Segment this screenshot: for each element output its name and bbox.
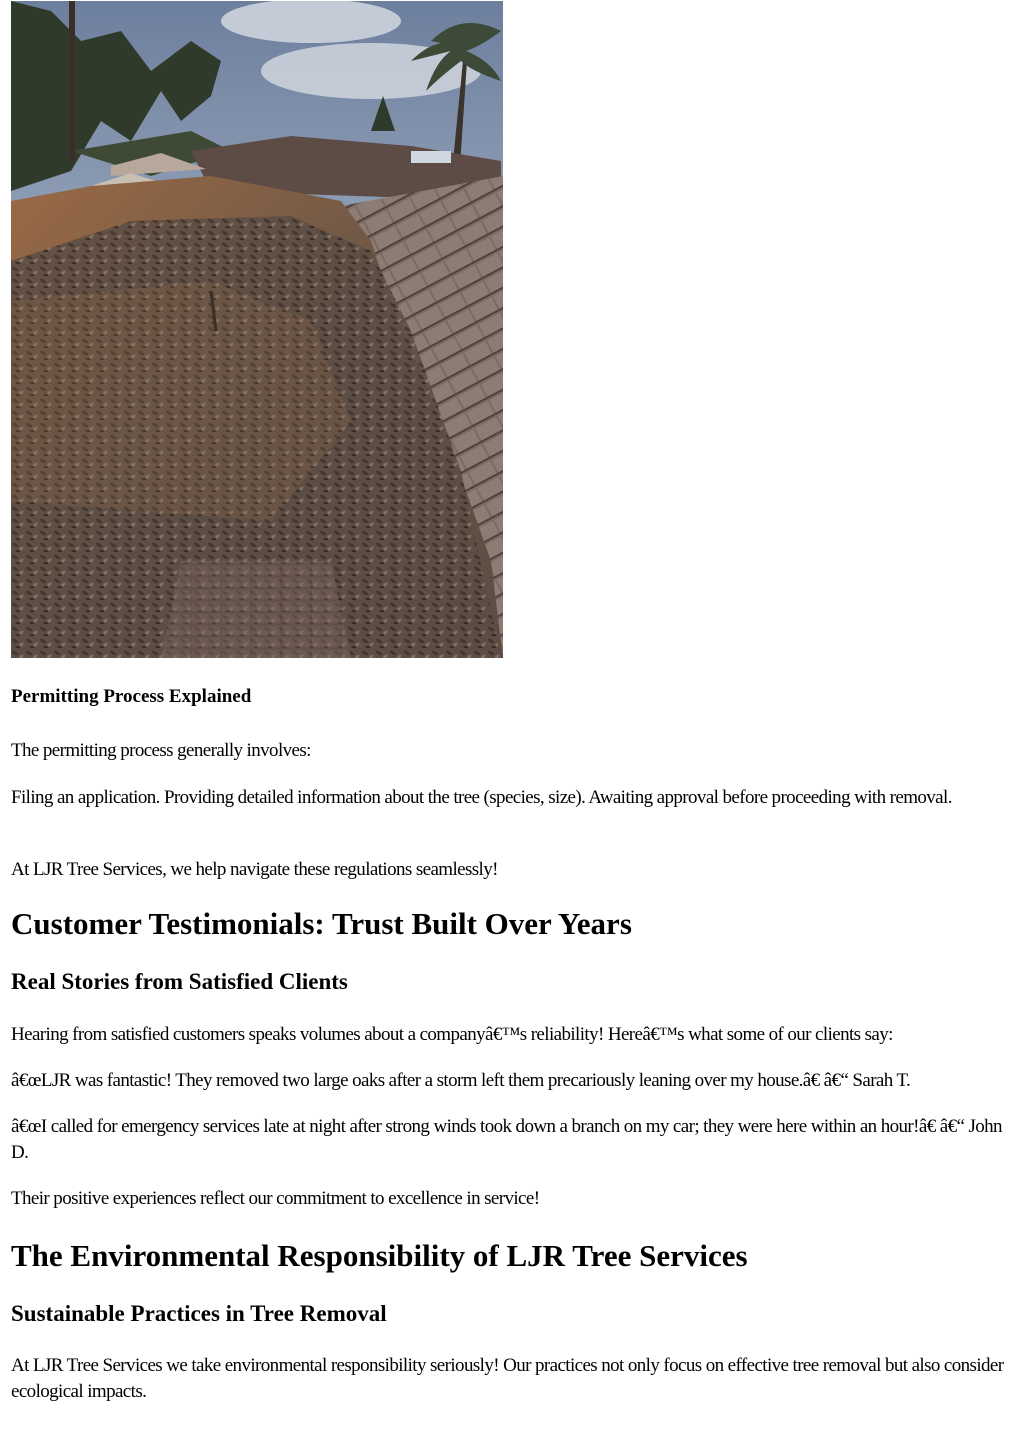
permitting-steps-paragraph: Filing an application. Providing detailed information about the tree (species, size). Awaiting approval before proceeding with removal. — [11, 787, 952, 808]
permitting-intro-paragraph: The permitting process generally involves: — [11, 740, 311, 761]
permitting-help-paragraph: At LJR Tree Services, we help navigate these regulations seamlessly! — [11, 859, 498, 880]
sustainable-practices-subheading: Sustainable Practices in Tree Removal — [11, 1301, 387, 1326]
environmental-heading: The Environmental Responsibility of LJR Tree Services — [11, 1238, 748, 1273]
testimonials-intro-paragraph: Hearing from satisfied customers speaks volumes about a companyâ€™s reliability! Hereâ€™s what some of our clients say: — [11, 1024, 893, 1045]
testimonials-closing-paragraph: Their positive experiences reflect our commitment to excellence in service! — [11, 1188, 540, 1209]
permitting-heading: Permitting Process Explained — [11, 686, 252, 707]
testimonials-subheading: Real Stories from Satisfied Clients — [11, 969, 348, 994]
testimonial-sarah: â€œLJR was fantastic! They removed two large oaks after a storm left them precariously leaning over my house.â€ â€“ Sarah T. — [11, 1070, 911, 1091]
sustainable-practices-paragraph: At LJR Tree Services we take environmental responsibility seriously! Our practices not only focus on effective tree removal but also consider ecological impacts. — [11, 1355, 1004, 1402]
roof-debris-photo — [11, 1, 503, 658]
testimonials-heading: Customer Testimonials: Trust Built Over Years — [11, 906, 632, 941]
testimonial-john: â€œI called for emergency services late at night after strong winds took down a branch on my car; they were here within an hour!â€ â€“ John D. — [11, 1116, 1002, 1163]
